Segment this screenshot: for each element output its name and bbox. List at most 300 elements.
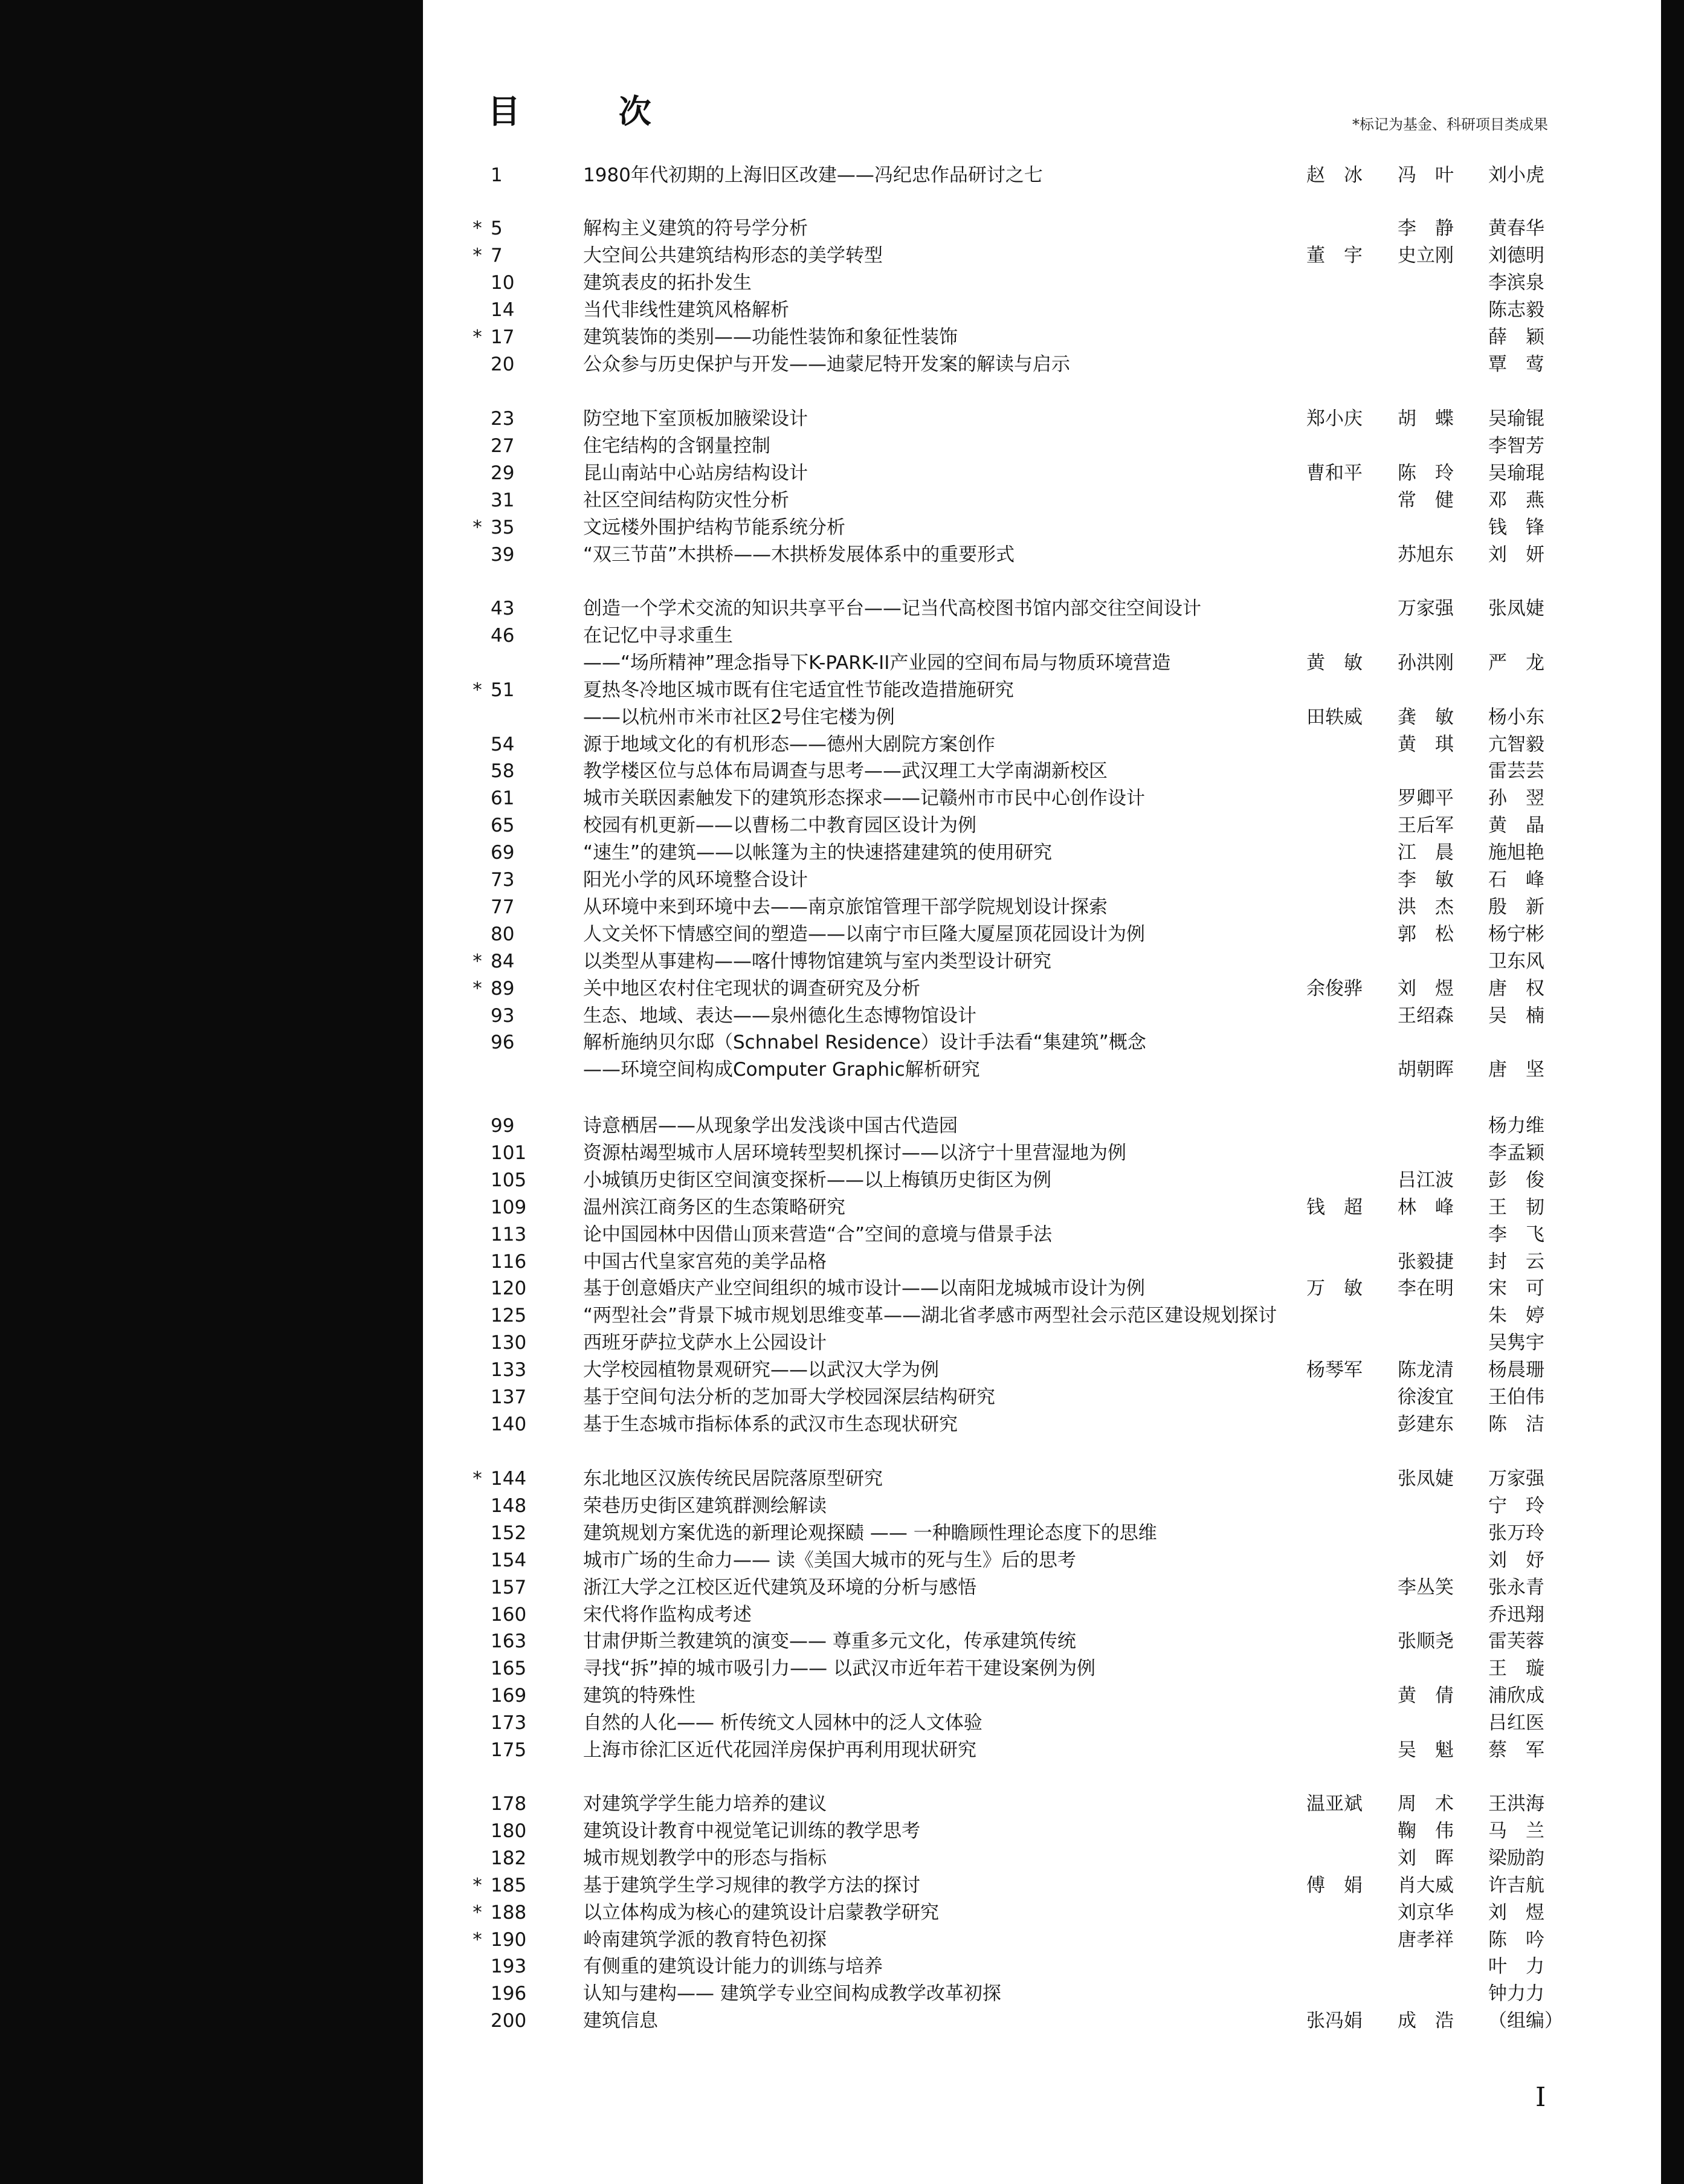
entry-author-2: 李 静 xyxy=(1398,218,1454,239)
entry-author-2: 张毅捷 xyxy=(1398,1251,1454,1273)
entry-author-3: 杨晨珊 xyxy=(1488,1359,1544,1381)
toc-entry xyxy=(0,1113,1684,1140)
entry-title: 在记忆中寻求重生 xyxy=(583,625,733,647)
entry-title: 阳光小学的风环境整合设计 xyxy=(583,869,808,891)
toc-entry xyxy=(0,351,1684,378)
entry-author-3: （组编） xyxy=(1488,2010,1563,2032)
entry-page-number: 113 xyxy=(491,1224,527,1245)
toc-entry xyxy=(0,1899,1684,1927)
entry-author-2: 林 峰 xyxy=(1398,1197,1454,1218)
entry-author-3: 王洪海 xyxy=(1488,1793,1544,1815)
entry-author-1: 万 敏 xyxy=(1306,1278,1363,1299)
entry-title: 当代非线性建筑风格解析 xyxy=(583,299,789,321)
entry-author-3: 吴瑜琨 xyxy=(1488,462,1544,484)
entry-page-number: 178 xyxy=(491,1793,527,1815)
page-title: 目 次 xyxy=(488,92,695,131)
entry-author-3: 杨小东 xyxy=(1488,706,1544,728)
toc-entry xyxy=(0,1655,1684,1682)
entry-title: 东北地区汉族传统民居院落原型研究 xyxy=(583,1468,883,1490)
entry-author-3: 吴瑜锟 xyxy=(1488,408,1544,430)
toc-entry xyxy=(0,758,1684,785)
entry-title: 大学校园植物景观研究——以武汉大学为例 xyxy=(583,1359,939,1381)
entry-title: 基于创意婚庆产业空间组织的城市设计——以南阳龙城城市设计为例 xyxy=(583,1278,1145,1299)
entry-author-2: 李 敏 xyxy=(1398,869,1454,891)
entry-title: 寻找“拆”掉的城市吸引力—— 以武汉市近年若干建设案例为例 xyxy=(583,1658,1095,1679)
entry-author-2: 万家强 xyxy=(1398,598,1454,619)
entry-author-3: 吴隽宇 xyxy=(1488,1332,1544,1354)
entry-author-3: 雷芸芸 xyxy=(1488,760,1544,782)
entry-author-1: 杨琴军 xyxy=(1306,1359,1363,1381)
entry-page-number: 200 xyxy=(491,2010,527,2032)
entry-author-3: 唐 权 xyxy=(1488,978,1544,1000)
toc-entry xyxy=(0,1140,1684,1167)
entry-page-number: 77 xyxy=(491,896,515,918)
toc-entry xyxy=(0,595,1684,622)
toc-entry xyxy=(0,1411,1684,1438)
entry-author-2: 李在明 xyxy=(1398,1278,1454,1299)
entry-title: 人文关怀下情感空间的塑造——以南宁市巨隆大厦屋顶花园设计为例 xyxy=(583,923,1145,945)
toc-entry xyxy=(0,1872,1684,1899)
entry-page-number: 157 xyxy=(491,1577,527,1598)
toc-entry xyxy=(0,405,1684,433)
entry-page-number: 173 xyxy=(491,1712,527,1734)
entry-author-3: 石 峰 xyxy=(1488,869,1544,891)
entry-author-2: 李丛笑 xyxy=(1398,1577,1454,1598)
entry-author-3: 李孟颖 xyxy=(1488,1142,1544,1164)
toc-entry xyxy=(0,1384,1684,1411)
entry-author-1: 钱 超 xyxy=(1306,1197,1363,1218)
entry-title: 源于地域文化的有机形态——德州大剧院方案创作 xyxy=(583,734,995,755)
entry-author-3: 乔迅翔 xyxy=(1488,1604,1544,1626)
toc-entry xyxy=(0,1791,1684,1818)
entry-title: 公众参与历史保护与开发——迪蒙尼特开发案的解读与启示 xyxy=(583,354,1070,375)
entry-author-3: 唐 坚 xyxy=(1488,1059,1544,1081)
entry-author-1: 张冯娟 xyxy=(1306,2010,1363,2032)
entry-page-number: 96 xyxy=(491,1032,515,1053)
toc-entry xyxy=(0,650,1684,677)
entry-author-2: 吴 魁 xyxy=(1398,1739,1454,1761)
entry-title: “双三节苗”木拱桥——木拱桥发展体系中的重要形式 xyxy=(583,544,1015,566)
toc-entry xyxy=(0,1493,1684,1520)
entry-title: 浙江大学之江校区近代建筑及环境的分析与感悟 xyxy=(583,1577,976,1598)
entry-title: 岭南建筑学派的教育特色初探 xyxy=(583,1929,827,1951)
entry-author-3: 马 兰 xyxy=(1488,1820,1544,1842)
entry-page-number: 109 xyxy=(491,1197,527,1218)
entry-title: 建筑装饰的类别——功能性装饰和象征性装饰 xyxy=(583,326,958,348)
entry-author-3: 殷 新 xyxy=(1488,896,1544,918)
entry-page-number: 61 xyxy=(491,787,515,809)
entry-author-3: 黄春华 xyxy=(1488,218,1544,239)
entry-page-number: 46 xyxy=(491,625,515,647)
entry-author-2: 冯 叶 xyxy=(1398,164,1454,186)
entry-page-number: 190 xyxy=(491,1929,527,1951)
entry-title: 建筑规划方案优选的新理论观探赜 —— 一种瞻顾性理论态度下的思维 xyxy=(583,1522,1157,1544)
entry-page-number: 20 xyxy=(491,354,515,375)
toc-entry xyxy=(0,867,1684,894)
entry-title: 建筑的特殊性 xyxy=(583,1685,695,1707)
entry-author-2: 孙洪刚 xyxy=(1398,652,1454,674)
entry-author-3: 万家强 xyxy=(1488,1468,1544,1490)
entry-author-3: 浦欣成 xyxy=(1488,1685,1544,1707)
entry-author-1: 曹和平 xyxy=(1306,462,1363,484)
entry-page-number: 80 xyxy=(491,923,515,945)
entry-page-number: 93 xyxy=(491,1005,515,1027)
toc-entry xyxy=(0,1275,1684,1302)
entry-author-3: 王伯伟 xyxy=(1488,1386,1544,1408)
entry-star-marker: * xyxy=(473,1468,482,1490)
toc-entry xyxy=(0,460,1684,487)
toc-entry xyxy=(0,731,1684,758)
entry-title: 建筑表皮的拓扑发生 xyxy=(583,272,752,294)
entry-title: 对建筑学学生能力培养的建议 xyxy=(583,1793,827,1815)
entry-title: 温州滨江商务区的生态策略研究 xyxy=(583,1197,845,1218)
entry-page-number: 14 xyxy=(491,299,515,321)
entry-title: 有侧重的建筑设计能力的训练与培养 xyxy=(583,1956,883,1977)
toc-entry xyxy=(0,1547,1684,1574)
entry-page-number: 137 xyxy=(491,1386,527,1408)
entry-title: 诗意栖居——从现象学出发浅谈中国古代造园 xyxy=(583,1115,958,1137)
entry-author-3: 陈志毅 xyxy=(1488,299,1544,321)
entry-author-3: 吕红医 xyxy=(1488,1712,1544,1734)
entry-author-2: 陈龙清 xyxy=(1398,1359,1454,1381)
entry-star-marker: * xyxy=(473,1929,482,1951)
entry-page-number: 99 xyxy=(491,1115,515,1137)
entry-author-1: 余俊骅 xyxy=(1306,978,1363,1000)
toc-entry xyxy=(0,622,1684,650)
entry-author-1: 田轶威 xyxy=(1306,706,1363,728)
entry-author-3: 卫东风 xyxy=(1488,951,1544,972)
footnote-legend: *标记为基金、科研项目类成果 xyxy=(1352,116,1548,133)
entry-author-2: 彭建东 xyxy=(1398,1413,1454,1435)
entry-author-3: 严 龙 xyxy=(1488,652,1544,674)
entry-page-number: 133 xyxy=(491,1359,527,1381)
toc-entry xyxy=(0,677,1684,704)
entry-title: 从环境中来到环境中去——南京旅馆管理干部学院规划设计探索 xyxy=(583,896,1108,918)
entry-title: 城市规划教学中的形态与指标 xyxy=(583,1847,827,1869)
toc-entry xyxy=(0,1927,1684,1954)
entry-title: ——环境空间构成Computer Graphic解析研究 xyxy=(583,1059,980,1081)
toc-entry xyxy=(0,433,1684,460)
entry-page-number: 154 xyxy=(491,1549,527,1571)
entry-page-number: 188 xyxy=(491,1902,527,1924)
entry-author-2: 成 浩 xyxy=(1398,2010,1454,2032)
entry-page-number: 169 xyxy=(491,1685,527,1707)
toc-entry xyxy=(0,704,1684,731)
entry-page-number: 101 xyxy=(491,1142,527,1164)
entry-page-number: 180 xyxy=(491,1820,527,1842)
entry-author-3: 李 飞 xyxy=(1488,1224,1544,1245)
toc-entry xyxy=(0,242,1684,270)
entry-title: 建筑设计教育中视觉笔记训练的教学思考 xyxy=(583,1820,920,1842)
entry-author-3: 叶 力 xyxy=(1488,1956,1544,1977)
entry-author-3: 杨宁彬 xyxy=(1488,923,1544,945)
entry-page-number: 73 xyxy=(491,869,515,891)
entry-star-marker: * xyxy=(473,245,482,267)
entry-page-number: 182 xyxy=(491,1847,527,1869)
toc-entry xyxy=(0,324,1684,351)
entry-page-number: 5 xyxy=(491,218,503,239)
entry-title: 小城镇历史街区空间演变探析——以上梅镇历史街区为例 xyxy=(583,1169,1051,1191)
entry-author-3: 亢智毅 xyxy=(1488,734,1544,755)
entry-author-3: 刘德明 xyxy=(1488,245,1544,267)
entry-author-1: 郑小庆 xyxy=(1306,408,1363,430)
entry-title: 教学楼区位与总体布局调查与思考——武汉理工大学南湖新校区 xyxy=(583,760,1108,782)
entry-page-number: 10 xyxy=(491,272,515,294)
entry-page-number: 160 xyxy=(491,1604,527,1626)
entry-author-3: 梁励韵 xyxy=(1488,1847,1544,1869)
entry-title: “速生”的建筑——以帐篷为主的快速搭建建筑的使用研究 xyxy=(583,842,1053,864)
entry-page-number: 144 xyxy=(491,1468,527,1490)
entry-title: 大空间公共建筑结构形态的美学转型 xyxy=(583,245,883,267)
toc-entry xyxy=(0,297,1684,324)
toc-entry xyxy=(0,162,1684,189)
entry-author-2: 刘京华 xyxy=(1398,1902,1454,1924)
entry-title: 上海市徐汇区近代花园洋房保护再利用现状研究 xyxy=(583,1739,976,1761)
toc-entry xyxy=(0,270,1684,297)
toc-entry xyxy=(0,1574,1684,1601)
entry-author-2: 吕江波 xyxy=(1398,1169,1454,1191)
entry-author-3: 许吉航 xyxy=(1488,1875,1544,1896)
entry-author-2: 刘 晖 xyxy=(1398,1847,1454,1869)
entry-author-2: 龚 敏 xyxy=(1398,706,1454,728)
entry-author-3: 张万玲 xyxy=(1488,1522,1544,1544)
entry-title: 城市广场的生命力—— 读《美国大城市的死与生》后的思考 xyxy=(583,1549,1076,1571)
entry-title: 关中地区农村住宅现状的调查研究及分析 xyxy=(583,978,920,1000)
entry-author-3: 李智芳 xyxy=(1488,435,1544,457)
entry-author-3: 孙 翌 xyxy=(1488,787,1544,809)
entry-page-number: 152 xyxy=(491,1522,527,1544)
entry-author-3: 张永青 xyxy=(1488,1577,1544,1598)
toc-entry xyxy=(0,839,1684,867)
toc-entry xyxy=(0,1194,1684,1221)
entry-author-1: 傅 娟 xyxy=(1306,1875,1363,1896)
entry-author-1: 黄 敏 xyxy=(1306,652,1363,674)
entry-page-number: 84 xyxy=(491,951,515,972)
toc-entry xyxy=(0,487,1684,514)
entry-author-3: 施旭艳 xyxy=(1488,842,1544,864)
entry-title: “两型社会”背景下城市规划思维变革——湖北省孝感市两型社会示范区建设规划探讨 xyxy=(583,1305,1277,1326)
entry-author-3: 覃 莺 xyxy=(1488,354,1544,375)
toc-entry xyxy=(0,1029,1684,1056)
entry-page-number: 51 xyxy=(491,679,515,701)
entry-page-number: 23 xyxy=(491,408,515,430)
entry-star-marker: * xyxy=(473,1875,482,1896)
entry-star-marker: * xyxy=(473,978,482,1000)
entry-title: 自然的人化—— 析传统文人园林中的泛人文体验 xyxy=(583,1712,982,1734)
entry-page-number: 196 xyxy=(491,1983,527,2005)
toc-entry xyxy=(0,921,1684,948)
entry-page-number: 175 xyxy=(491,1739,527,1761)
entry-title: 校园有机更新——以曹杨二中教育园区设计为例 xyxy=(583,815,976,836)
entry-title: 宋代将作监构成考述 xyxy=(583,1604,752,1626)
entry-page-number: 7 xyxy=(491,245,503,267)
entry-author-2: 王后军 xyxy=(1398,815,1454,836)
entry-star-marker: * xyxy=(473,326,482,348)
toc-entry xyxy=(0,948,1684,975)
page-number: I xyxy=(1535,2082,1546,2113)
toc-entry xyxy=(0,894,1684,921)
entry-page-number: 31 xyxy=(491,489,515,511)
entry-page-number: 130 xyxy=(491,1332,527,1354)
entry-page-number: 116 xyxy=(491,1251,527,1273)
toc-entry xyxy=(0,1329,1684,1357)
entry-author-2: 江 晨 xyxy=(1398,842,1454,864)
toc-entry xyxy=(0,1980,1684,2008)
toc-entry xyxy=(0,1628,1684,1655)
entry-author-3: 陈 吟 xyxy=(1488,1929,1544,1951)
entry-author-2: 张凤婕 xyxy=(1398,1468,1454,1490)
entry-page-number: 43 xyxy=(491,598,515,619)
toc-entry xyxy=(0,1249,1684,1276)
entry-author-3: 薛 颖 xyxy=(1488,326,1544,348)
entry-author-2: 胡 蝶 xyxy=(1398,408,1454,430)
entry-author-3: 刘 煜 xyxy=(1488,1902,1544,1924)
entry-author-1: 董 宇 xyxy=(1306,245,1363,267)
entry-author-2: 苏旭东 xyxy=(1398,544,1454,566)
entry-page-number: 65 xyxy=(491,815,515,836)
entry-title: 基于建筑学生学习规律的教学方法的探讨 xyxy=(583,1875,920,1896)
entry-author-2: 肖大威 xyxy=(1398,1875,1454,1896)
entry-title: 中国古代皇家宫苑的美学品格 xyxy=(583,1251,827,1273)
entry-page-number: 193 xyxy=(491,1956,527,1977)
entry-title: 认知与建构—— 建筑学专业空间构成教学改革初探 xyxy=(583,1983,1001,2005)
entry-title: 夏热冬冷地区城市既有住宅适宜性节能改造措施研究 xyxy=(583,679,1014,701)
entry-author-1: 赵 冰 xyxy=(1306,164,1363,186)
entry-author-3: 吴 楠 xyxy=(1488,1005,1544,1027)
entry-author-2: 罗卿平 xyxy=(1398,787,1454,809)
entry-author-2: 张顺尧 xyxy=(1398,1630,1454,1652)
entry-page-number: 1 xyxy=(491,164,503,186)
entry-title: 社区空间结构防灾性分析 xyxy=(583,489,789,511)
entry-author-3: 朱 婷 xyxy=(1488,1305,1544,1326)
entry-author-2: 王绍森 xyxy=(1398,1005,1454,1027)
entry-title: 1980年代初期的上海旧区改建——冯纪忠作品研讨之七 xyxy=(583,164,1043,186)
toc-entry xyxy=(0,1710,1684,1737)
entry-author-3: 陈 洁 xyxy=(1488,1413,1544,1435)
toc-entry xyxy=(0,1601,1684,1629)
entry-author-3: 刘小虎 xyxy=(1488,164,1544,186)
entry-title: 解析施纳贝尔邸（Schnabel Residence）设计手法看“集建筑”概念 xyxy=(583,1032,1146,1053)
entry-author-3: 刘 妤 xyxy=(1488,1549,1544,1571)
entry-title: 甘肃伊斯兰教建筑的演变—— 尊重多元文化，传承建筑传统 xyxy=(583,1630,1076,1652)
entry-author-2: 刘 煜 xyxy=(1398,978,1454,1000)
entry-page-number: 165 xyxy=(491,1658,527,1679)
toc-entry xyxy=(0,1003,1684,1030)
entry-page-number: 185 xyxy=(491,1875,527,1896)
entry-page-number: 148 xyxy=(491,1495,527,1517)
entry-author-3: 钱 锋 xyxy=(1488,517,1544,538)
entry-title: 以类型从事建构——喀什博物馆建筑与室内类型设计研究 xyxy=(583,951,1051,972)
entry-page-number: 39 xyxy=(491,544,515,566)
entry-page-number: 54 xyxy=(491,734,515,755)
entry-author-2: 郭 松 xyxy=(1398,923,1454,945)
entry-author-2: 胡朝晖 xyxy=(1398,1059,1454,1081)
toc-entry xyxy=(0,812,1684,839)
entry-page-number: 35 xyxy=(491,517,515,538)
entry-author-2: 周 术 xyxy=(1398,1793,1454,1815)
entry-author-3: 钟力力 xyxy=(1488,1983,1544,2005)
entry-author-3: 宋 可 xyxy=(1488,1278,1544,1299)
entry-title: 防空地下室顶板加腋梁设计 xyxy=(583,408,808,430)
entry-page-number: 163 xyxy=(491,1630,527,1652)
toc-entry xyxy=(0,1953,1684,1980)
entry-author-3: 王 韧 xyxy=(1488,1197,1544,1218)
toc-entry xyxy=(0,1056,1684,1084)
entry-page-number: 120 xyxy=(491,1278,527,1299)
toc-entry xyxy=(0,1818,1684,1845)
toc-entry xyxy=(0,975,1684,1003)
toc-entry xyxy=(0,1520,1684,1547)
entry-star-marker: * xyxy=(473,679,482,701)
entry-title: 解构主义建筑的符号学分析 xyxy=(583,218,808,239)
toc-entry xyxy=(0,215,1684,242)
toc-entry xyxy=(0,541,1684,569)
entry-title: ——“场所精神”理念指导下K-PARK-II产业园的空间布局与物质环境营造 xyxy=(583,652,1171,674)
entry-title: 建筑信息 xyxy=(583,2010,658,2032)
entry-title: 生态、地域、表达——泉州德化生态博物馆设计 xyxy=(583,1005,976,1027)
entry-author-2: 常 健 xyxy=(1398,489,1454,511)
entry-title: 昆山南站中心站房结构设计 xyxy=(583,462,808,484)
entry-author-3: 宁 玲 xyxy=(1488,1495,1544,1517)
entry-author-1: 温亚斌 xyxy=(1306,1793,1363,1815)
entry-author-3: 黄 晶 xyxy=(1488,815,1544,836)
entry-author-3: 蔡 军 xyxy=(1488,1739,1544,1761)
entry-author-2: 洪 杰 xyxy=(1398,896,1454,918)
entry-page-number: 89 xyxy=(491,978,515,1000)
entry-page-number: 27 xyxy=(491,435,515,457)
entry-star-marker: * xyxy=(473,951,482,972)
entry-author-2: 唐孝祥 xyxy=(1398,1929,1454,1951)
entry-author-2: 黄 倩 xyxy=(1398,1685,1454,1707)
toc-entry xyxy=(0,1737,1684,1764)
entry-author-3: 王 璇 xyxy=(1488,1658,1544,1679)
toc-entry xyxy=(0,1221,1684,1249)
entry-author-2: 黄 琪 xyxy=(1398,734,1454,755)
toc-entry xyxy=(0,1845,1684,1872)
entry-author-3: 邓 燕 xyxy=(1488,489,1544,511)
entry-author-2: 史立刚 xyxy=(1398,245,1454,267)
entry-title: 资源枯竭型城市人居环境转型契机探讨——以济宁十里营湿地为例 xyxy=(583,1142,1126,1164)
entry-page-number: 29 xyxy=(491,462,515,484)
entry-page-number: 125 xyxy=(491,1305,527,1326)
entry-title: 文远楼外围护结构节能系统分析 xyxy=(583,517,845,538)
entry-title: 荣巷历史街区建筑群测绘解读 xyxy=(583,1495,827,1517)
entry-title: 以立体构成为核心的建筑设计启蒙教学研究 xyxy=(583,1902,939,1924)
entry-page-number: 105 xyxy=(491,1169,527,1191)
entry-title: 城市关联因素触发下的建筑形态探求——记赣州市市民中心创作设计 xyxy=(583,787,1145,809)
entry-title: 西班牙萨拉戈萨水上公园设计 xyxy=(583,1332,827,1354)
entry-author-2: 陈 玲 xyxy=(1398,462,1454,484)
entry-title: ——以杭州市米市社区2号住宅楼为例 xyxy=(583,706,895,728)
toc-entry xyxy=(0,1465,1684,1493)
entry-author-2: 徐浚宜 xyxy=(1398,1386,1454,1408)
toc-entry xyxy=(0,1167,1684,1194)
toc-entry xyxy=(0,1302,1684,1329)
entry-title: 创造一个学术交流的知识共享平台——记当代高校图书馆内部交往空间设计 xyxy=(583,598,1201,619)
entry-author-2: 鞠 伟 xyxy=(1398,1820,1454,1842)
toc-entry xyxy=(0,514,1684,541)
entry-title: 论中国园林中因借山顶来营造“合”空间的意境与借景手法 xyxy=(583,1224,1053,1245)
entry-author-3: 杨力维 xyxy=(1488,1115,1544,1137)
entry-author-3: 李滨泉 xyxy=(1488,272,1544,294)
toc-entry xyxy=(0,785,1684,812)
entry-star-marker: * xyxy=(473,1902,482,1924)
entry-page-number: 140 xyxy=(491,1413,527,1435)
entry-title: 住宅结构的含钢量控制 xyxy=(583,435,770,457)
entry-author-3: 彭 俊 xyxy=(1488,1169,1544,1191)
entry-title: 基于空间句法分析的芝加哥大学校园深层结构研究 xyxy=(583,1386,995,1408)
toc-entry xyxy=(0,1357,1684,1384)
